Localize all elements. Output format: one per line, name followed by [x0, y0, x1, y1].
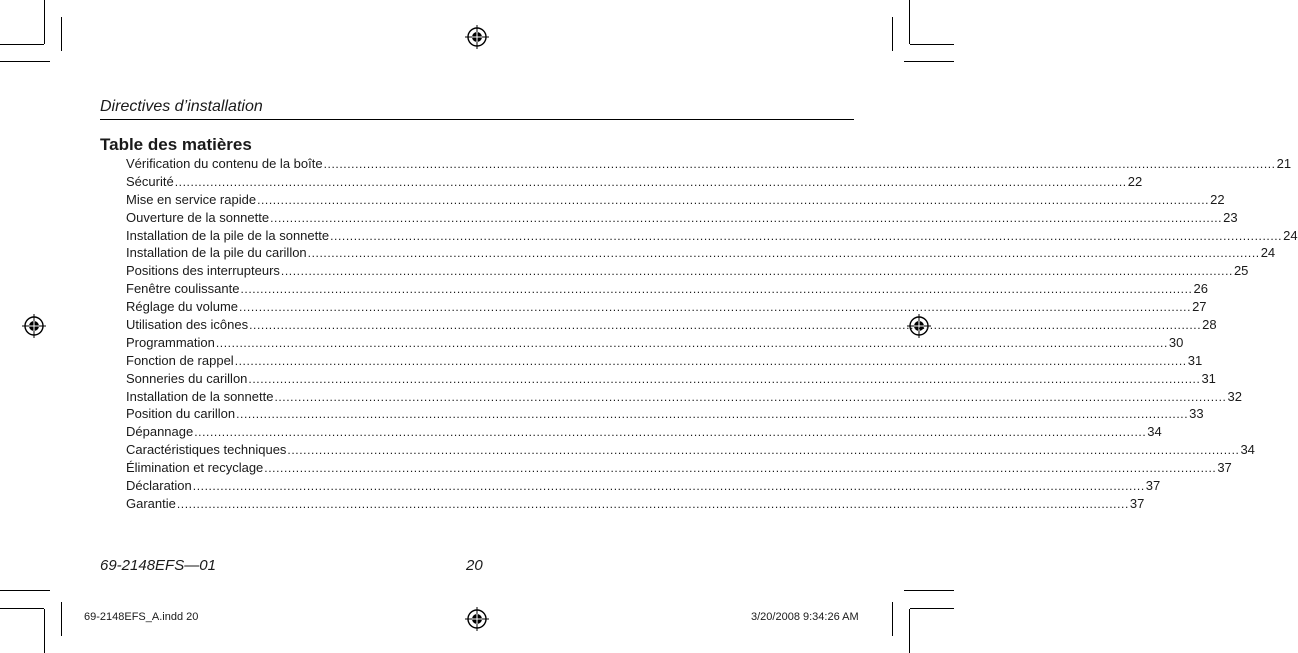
toc-leader: ..................................................................................................................................................................................................................................................	[240, 282, 1193, 297]
toc-entry	[126, 477, 1161, 495]
toc-leader: ..................................................................................................................................................................................................................................................	[280, 264, 1233, 279]
toc-entry-page: 26	[1193, 281, 1208, 297]
toc-entry-label: Position du carillon	[126, 406, 236, 422]
toc-entry	[126, 459, 1232, 477]
crop-mark	[904, 61, 954, 62]
toc-entry-page: 22	[1127, 173, 1143, 189]
header-rule	[100, 119, 854, 120]
toc-entry	[126, 209, 1238, 227]
toc-entry-page: 31	[1201, 370, 1216, 386]
toc-entry-label: Programmation	[126, 334, 215, 350]
toc-entry-label: Élimination et recyclage	[126, 460, 264, 476]
page-number: 20	[466, 557, 483, 574]
toc-entry	[126, 405, 1204, 423]
toc-entry-label: Installation de la pile du carillon	[126, 245, 307, 261]
crop-mark	[909, 0, 910, 44]
toc-entry-page: 21	[1276, 156, 1292, 171]
toc-entry-page: 24	[1283, 227, 1298, 243]
crop-mark	[904, 590, 954, 591]
toc-entry-label: Caractéristiques techniques	[126, 442, 287, 458]
toc-entry-label: Sonneries du carillon	[126, 370, 248, 386]
toc-entry-label: Fenêtre coulissante	[126, 281, 240, 297]
toc-entry-label: Fonction de rappel	[126, 352, 234, 368]
toc-entry	[126, 316, 1217, 334]
crop-mark	[0, 44, 44, 45]
toc-leader: ..................................................................................................................................................................................................................................................	[274, 389, 1227, 404]
toc-entry-page: 32	[1227, 388, 1242, 404]
toc-entry-page: 25	[1233, 263, 1249, 279]
toc-entry-label: Installation de la sonnette	[126, 388, 274, 404]
document-number: 69-2148EFS—01	[100, 557, 216, 574]
toc-leader: ..................................................................................................................................................................................................................................................	[248, 371, 1201, 386]
toc-entry	[126, 173, 1143, 191]
toc-entry-page: 37	[1217, 460, 1232, 476]
crop-mark	[61, 602, 62, 636]
toc-leader: ..................................................................................................................................................................................................................................................	[215, 335, 1168, 350]
toc-leader: ..................................................................................................................................................................................................................................................	[323, 157, 1276, 171]
toc-leader: ..................................................................................................................................................................................................................................................	[194, 425, 1147, 440]
toc-entry	[126, 227, 1298, 245]
toc-leader: ..................................................................................................................................................................................................................................................	[239, 300, 1192, 315]
slug-timestamp: 3/20/2008 9:34:26 AM	[751, 611, 859, 623]
crop-mark	[0, 590, 50, 591]
toc-entry-label: Ouverture de la sonnette	[126, 209, 270, 225]
toc-entry-label: Positions des interrupteurs	[126, 263, 280, 279]
slug-filename: 69-2148EFS_A.indd 20	[84, 611, 199, 623]
toc-leader: ..................................................................................................................................................................................................................................................	[287, 443, 1240, 458]
registration-mark-icon	[22, 314, 46, 338]
toc-entry	[126, 441, 1255, 459]
crop-mark	[0, 608, 44, 609]
toc-leader: ..................................................................................................................................................................................................................................................	[234, 353, 1187, 368]
toc-leader: ..................................................................................................................................................................................................................................................	[270, 210, 1223, 225]
crop-mark	[892, 602, 893, 636]
toc-entry-page: 24	[1260, 245, 1276, 261]
toc-entry-page: 27	[1192, 299, 1207, 315]
toc-entry-page: 30	[1168, 334, 1184, 350]
toc-entry	[126, 495, 1145, 513]
toc-entry	[126, 262, 1249, 280]
toc-entry-label: Réglage du volume	[126, 299, 239, 315]
toc-entry	[126, 191, 1225, 209]
toc-heading: Table des matières	[100, 135, 252, 154]
toc-leader: ..................................................................................................................................................................................................................................................	[192, 479, 1145, 494]
toc-entry	[126, 280, 1208, 298]
registration-mark-icon	[465, 607, 489, 631]
table-of-contents	[126, 155, 1298, 513]
toc-entry-label: Utilisation des icônes	[126, 317, 249, 333]
toc-entry-page: 34	[1240, 442, 1255, 458]
toc-leader: ..................................................................................................................................................................................................................................................	[174, 174, 1127, 189]
toc-entry	[126, 155, 1292, 173]
toc-entry	[126, 370, 1216, 388]
toc-leader: ..................................................................................................................................................................................................................................................	[264, 461, 1217, 476]
toc-leader: ..................................................................................................................................................................................................................................................	[249, 318, 1202, 333]
toc-leader: ..................................................................................................................................................................................................................................................	[330, 228, 1283, 243]
toc-entry-page: 33	[1189, 406, 1204, 422]
toc-entry-page: 22	[1210, 191, 1225, 207]
toc-entry-label: Déclaration	[126, 478, 192, 494]
toc-entry	[126, 298, 1207, 316]
crop-mark	[910, 44, 954, 45]
registration-mark-icon	[465, 25, 489, 49]
toc-entry-label: Dépannage	[126, 424, 194, 440]
toc-entry-page: 37	[1145, 478, 1161, 494]
toc-entry-page: 37	[1129, 495, 1145, 511]
toc-entry	[126, 334, 1184, 352]
toc-entry	[126, 423, 1162, 441]
toc-entry-page: 23	[1223, 209, 1238, 225]
toc-leader: ..................................................................................................................................................................................................................................................	[307, 246, 1260, 261]
running-header: Directives d’installation	[100, 98, 263, 115]
toc-entry	[126, 244, 1276, 262]
toc-entry	[126, 388, 1242, 406]
toc-leader: ..................................................................................................................................................................................................................................................	[257, 192, 1210, 207]
toc-entry-page: 31	[1187, 352, 1203, 368]
toc-leader: ..................................................................................................................................................................................................................................................	[176, 496, 1129, 511]
crop-mark	[909, 609, 910, 653]
toc-entry-page: 34	[1147, 424, 1162, 440]
crop-mark	[910, 608, 954, 609]
crop-mark	[44, 609, 45, 653]
toc-entry-page: 28	[1202, 317, 1217, 333]
crop-mark	[0, 61, 50, 62]
toc-leader: ..................................................................................................................................................................................................................................................	[236, 407, 1189, 422]
crop-mark	[61, 17, 62, 51]
toc-entry-label: Installation de la pile de la sonnette	[126, 227, 330, 243]
toc-entry-label: Garantie	[126, 495, 176, 511]
crop-mark	[44, 0, 45, 44]
toc-entry	[126, 352, 1203, 370]
toc-entry-label: Vérification du contenu de la boîte	[126, 156, 323, 171]
toc-entry-label: Mise en service rapide	[126, 191, 257, 207]
toc-entry-label: Sécurité	[126, 173, 174, 189]
crop-mark	[892, 17, 893, 51]
